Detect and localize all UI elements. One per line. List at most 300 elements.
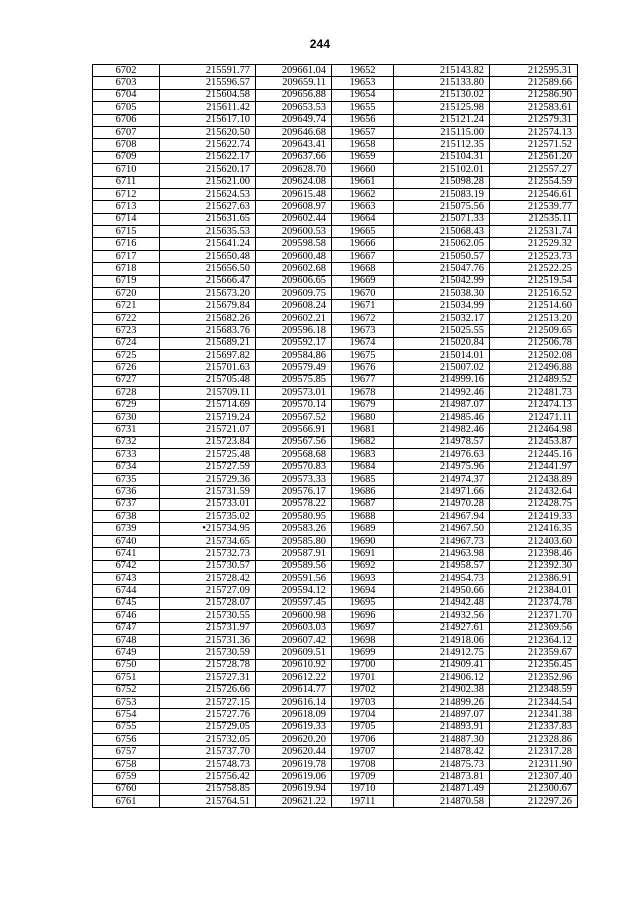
- point-number-cell: 6704: [93, 89, 160, 101]
- x-coordinate-cell: 215729.05: [160, 721, 256, 733]
- y-coordinate-cell: 212337.83: [490, 721, 578, 733]
- y-coordinate-cell: 209616.14: [256, 696, 332, 708]
- point-number-cell: 19666: [332, 238, 394, 250]
- table-row: [93, 238, 578, 250]
- x-coordinate-cell: 215620.17: [160, 164, 256, 176]
- point-number-cell: 19691: [332, 548, 394, 560]
- table-row: [93, 411, 578, 423]
- point-number-cell: 19703: [332, 696, 394, 708]
- y-coordinate-cell: 209608.97: [256, 201, 332, 213]
- y-coordinate-cell: 209580.95: [256, 511, 332, 523]
- y-coordinate-cell: 209602.68: [256, 263, 332, 275]
- x-coordinate-cell: 215130.02: [394, 89, 490, 101]
- point-number-cell: 6729: [93, 399, 160, 411]
- point-number-cell: 19690: [332, 535, 394, 547]
- point-number-cell: 6753: [93, 696, 160, 708]
- x-coordinate-cell: 214987.07: [394, 399, 490, 411]
- y-coordinate-cell: 212297.26: [490, 796, 578, 808]
- x-coordinate-cell: 215731.97: [160, 622, 256, 634]
- point-number-cell: 6737: [93, 498, 160, 510]
- table-row: [93, 164, 578, 176]
- point-number-cell: 19672: [332, 312, 394, 324]
- x-coordinate-cell: 215673.20: [160, 288, 256, 300]
- table-row: [93, 300, 578, 312]
- table-row: [93, 325, 578, 337]
- x-coordinate-cell: 214971.66: [394, 486, 490, 498]
- point-number-cell: 6761: [93, 796, 160, 808]
- table-row: [93, 188, 578, 200]
- table-row: [93, 696, 578, 708]
- x-coordinate-cell: 214942.48: [394, 597, 490, 609]
- x-coordinate-cell: 214927.61: [394, 622, 490, 634]
- y-coordinate-cell: 212561.20: [490, 151, 578, 163]
- x-coordinate-cell: 215666.47: [160, 275, 256, 287]
- x-coordinate-cell: 215591.77: [160, 65, 256, 77]
- point-number-cell: 6721: [93, 300, 160, 312]
- x-coordinate-cell: 215719.24: [160, 411, 256, 423]
- x-coordinate-cell: 215730.55: [160, 610, 256, 622]
- y-coordinate-cell: 212364.12: [490, 634, 578, 646]
- y-coordinate-cell: 212579.31: [490, 114, 578, 126]
- y-coordinate-cell: 212523.73: [490, 250, 578, 262]
- x-coordinate-cell: 214909.41: [394, 659, 490, 671]
- page-number: 244: [309, 37, 331, 51]
- x-coordinate-cell: 215679.84: [160, 300, 256, 312]
- y-coordinate-cell: 212428.75: [490, 498, 578, 510]
- table-row: [93, 349, 578, 361]
- y-coordinate-cell: 209659.11: [256, 77, 332, 89]
- point-number-cell: 6744: [93, 585, 160, 597]
- y-coordinate-cell: 209618.09: [256, 709, 332, 721]
- point-number-cell: 19706: [332, 734, 394, 746]
- table-row: [93, 201, 578, 213]
- x-coordinate-cell: 215617.10: [160, 114, 256, 126]
- point-number-cell: 19668: [332, 263, 394, 275]
- table-row: [93, 213, 578, 225]
- x-coordinate-cell: 215731.59: [160, 486, 256, 498]
- x-coordinate-cell: 215121.24: [394, 114, 490, 126]
- table-row: [93, 312, 578, 324]
- y-coordinate-cell: 212416.35: [490, 523, 578, 535]
- coordinates-table: [92, 64, 578, 808]
- x-coordinate-cell: 215732.73: [160, 548, 256, 560]
- x-coordinate-cell: 215650.48: [160, 250, 256, 262]
- point-number-cell: 19685: [332, 473, 394, 485]
- table-row: [93, 535, 578, 547]
- y-coordinate-cell: 209570.14: [256, 399, 332, 411]
- x-coordinate-cell: 214918.06: [394, 634, 490, 646]
- point-number-cell: 6756: [93, 734, 160, 746]
- coordinates-table-body: [93, 65, 578, 808]
- point-number-cell: 19673: [332, 325, 394, 337]
- x-coordinate-cell: 214902.38: [394, 684, 490, 696]
- point-number-cell: 6757: [93, 746, 160, 758]
- x-coordinate-cell: 214912.75: [394, 647, 490, 659]
- y-coordinate-cell: 209575.85: [256, 374, 332, 386]
- y-coordinate-cell: 209600.53: [256, 226, 332, 238]
- x-coordinate-cell: 214958.57: [394, 560, 490, 572]
- point-number-cell: 19664: [332, 213, 394, 225]
- point-number-cell: 6711: [93, 176, 160, 188]
- x-coordinate-cell: 214985.46: [394, 411, 490, 423]
- y-coordinate-cell: 209620.44: [256, 746, 332, 758]
- y-coordinate-cell: 212513.20: [490, 312, 578, 324]
- x-coordinate-cell: 215020.84: [394, 337, 490, 349]
- x-coordinate-cell: 214975.96: [394, 461, 490, 473]
- table-row: [93, 65, 578, 77]
- y-coordinate-cell: 209637.66: [256, 151, 332, 163]
- y-coordinate-cell: 212471.11: [490, 411, 578, 423]
- point-number-cell: 6728: [93, 387, 160, 399]
- point-number-cell: 19656: [332, 114, 394, 126]
- x-coordinate-cell: 214954.73: [394, 573, 490, 585]
- table-row: [93, 473, 578, 485]
- point-number-cell: 6742: [93, 560, 160, 572]
- y-coordinate-cell: 209589.56: [256, 560, 332, 572]
- point-number-cell: 6730: [93, 411, 160, 423]
- y-coordinate-cell: 209609.51: [256, 647, 332, 659]
- point-number-cell: 19652: [332, 65, 394, 77]
- y-coordinate-cell: 209584.86: [256, 349, 332, 361]
- point-number-cell: 19694: [332, 585, 394, 597]
- y-coordinate-cell: 212371.70: [490, 610, 578, 622]
- table-row: [93, 151, 578, 163]
- x-coordinate-cell: 215596.57: [160, 77, 256, 89]
- x-coordinate-cell: 215068.43: [394, 226, 490, 238]
- point-number-cell: 19700: [332, 659, 394, 671]
- y-coordinate-cell: 212571.52: [490, 139, 578, 151]
- point-number-cell: 19705: [332, 721, 394, 733]
- x-coordinate-cell: 215083.19: [394, 188, 490, 200]
- point-number-cell: 6703: [93, 77, 160, 89]
- table-row: [93, 461, 578, 473]
- x-coordinate-cell: 215050.57: [394, 250, 490, 262]
- x-coordinate-cell: 214887.30: [394, 734, 490, 746]
- x-coordinate-cell: 215725.48: [160, 449, 256, 461]
- y-coordinate-cell: 212311.90: [490, 758, 578, 770]
- point-number-cell: 6706: [93, 114, 160, 126]
- point-number-cell: 19707: [332, 746, 394, 758]
- y-coordinate-cell: 212441.97: [490, 461, 578, 473]
- table-row: [93, 610, 578, 622]
- point-number-cell: 19686: [332, 486, 394, 498]
- point-number-cell: 19684: [332, 461, 394, 473]
- table-row: [93, 399, 578, 411]
- y-coordinate-cell: 209649.74: [256, 114, 332, 126]
- x-coordinate-cell: 214906.12: [394, 672, 490, 684]
- x-coordinate-cell: 215727.76: [160, 709, 256, 721]
- point-number-cell: 6707: [93, 126, 160, 138]
- table-row: [93, 597, 578, 609]
- point-number-cell: 6733: [93, 449, 160, 461]
- point-number-cell: 19679: [332, 399, 394, 411]
- y-coordinate-cell: 212554.59: [490, 176, 578, 188]
- table-row: [93, 560, 578, 572]
- y-coordinate-cell: 209600.48: [256, 250, 332, 262]
- point-number-cell: 19708: [332, 758, 394, 770]
- table-row: [93, 585, 578, 597]
- x-coordinate-cell: 215682.26: [160, 312, 256, 324]
- point-number-cell: 6746: [93, 610, 160, 622]
- table-row: [93, 721, 578, 733]
- y-coordinate-cell: 212438.89: [490, 473, 578, 485]
- point-number-cell: 6735: [93, 473, 160, 485]
- y-coordinate-cell: 212496.88: [490, 362, 578, 374]
- y-coordinate-cell: 212519.54: [490, 275, 578, 287]
- point-number-cell: 6717: [93, 250, 160, 262]
- point-number-cell: 19693: [332, 573, 394, 585]
- point-number-cell: 6708: [93, 139, 160, 151]
- y-coordinate-cell: 209594.12: [256, 585, 332, 597]
- y-coordinate-cell: 212419.33: [490, 511, 578, 523]
- x-coordinate-cell: 215104.31: [394, 151, 490, 163]
- x-coordinate-cell: 215641.24: [160, 238, 256, 250]
- y-coordinate-cell: 209602.21: [256, 312, 332, 324]
- point-number-cell: 19675: [332, 349, 394, 361]
- y-coordinate-cell: 209598.58: [256, 238, 332, 250]
- y-coordinate-cell: 212474.13: [490, 399, 578, 411]
- x-coordinate-cell: 215701.63: [160, 362, 256, 374]
- point-number-cell: 6713: [93, 201, 160, 213]
- point-number-cell: 6754: [93, 709, 160, 721]
- point-number-cell: 6758: [93, 758, 160, 770]
- table-row: [93, 126, 578, 138]
- point-number-cell: 19699: [332, 647, 394, 659]
- y-coordinate-cell: 212344.54: [490, 696, 578, 708]
- table-row: [93, 102, 578, 114]
- y-coordinate-cell: 209587.91: [256, 548, 332, 560]
- y-coordinate-cell: 209610.92: [256, 659, 332, 671]
- table-row: [93, 746, 578, 758]
- table-row: [93, 288, 578, 300]
- point-number-cell: 6739: [93, 523, 160, 535]
- y-coordinate-cell: 212386.91: [490, 573, 578, 585]
- table-row: [93, 424, 578, 436]
- y-coordinate-cell: 209579.49: [256, 362, 332, 374]
- point-number-cell: 19676: [332, 362, 394, 374]
- point-number-cell: 19659: [332, 151, 394, 163]
- table-row: [93, 672, 578, 684]
- table-row: [93, 783, 578, 795]
- point-number-cell: 19678: [332, 387, 394, 399]
- point-number-cell: 6715: [93, 226, 160, 238]
- x-coordinate-cell: 215758.85: [160, 783, 256, 795]
- x-coordinate-cell: 214950.66: [394, 585, 490, 597]
- y-coordinate-cell: 212464.98: [490, 424, 578, 436]
- point-number-cell: 6716: [93, 238, 160, 250]
- y-coordinate-cell: 209621.22: [256, 796, 332, 808]
- x-coordinate-cell: 214967.50: [394, 523, 490, 535]
- y-coordinate-cell: 212341.38: [490, 709, 578, 721]
- y-coordinate-cell: 212300.67: [490, 783, 578, 795]
- x-coordinate-cell: 214970.28: [394, 498, 490, 510]
- y-coordinate-cell: 209578.22: [256, 498, 332, 510]
- table-row: [93, 511, 578, 523]
- table-row: [93, 771, 578, 783]
- y-coordinate-cell: 212317.28: [490, 746, 578, 758]
- x-coordinate-cell: 214932.56: [394, 610, 490, 622]
- x-coordinate-cell: 214967.73: [394, 535, 490, 547]
- x-coordinate-cell: 215737.70: [160, 746, 256, 758]
- point-number-cell: 19696: [332, 610, 394, 622]
- y-coordinate-cell: 209656.88: [256, 89, 332, 101]
- y-coordinate-cell: 212453.87: [490, 436, 578, 448]
- x-coordinate-cell: 215620.50: [160, 126, 256, 138]
- x-coordinate-cell: 215727.31: [160, 672, 256, 684]
- y-coordinate-cell: 212481.73: [490, 387, 578, 399]
- point-number-cell: 6705: [93, 102, 160, 114]
- x-coordinate-cell: 215075.56: [394, 201, 490, 213]
- table-row: [93, 684, 578, 696]
- point-number-cell: 19689: [332, 523, 394, 535]
- table-row: [93, 523, 578, 535]
- point-number-cell: 19658: [332, 139, 394, 151]
- table-row: [93, 548, 578, 560]
- point-number-cell: 19682: [332, 436, 394, 448]
- y-coordinate-cell: 209619.33: [256, 721, 332, 733]
- x-coordinate-cell: 215032.17: [394, 312, 490, 324]
- table-row: [93, 250, 578, 262]
- point-number-cell: 19681: [332, 424, 394, 436]
- table-row: [93, 275, 578, 287]
- point-number-cell: 19653: [332, 77, 394, 89]
- point-number-cell: 19695: [332, 597, 394, 609]
- point-number-cell: 19660: [332, 164, 394, 176]
- point-number-cell: 19711: [332, 796, 394, 808]
- y-coordinate-cell: 212557.27: [490, 164, 578, 176]
- y-coordinate-cell: 212374.78: [490, 597, 578, 609]
- point-number-cell: 19692: [332, 560, 394, 572]
- x-coordinate-cell: 215098.28: [394, 176, 490, 188]
- point-number-cell: 6734: [93, 461, 160, 473]
- x-coordinate-cell: •215734.95: [160, 523, 256, 535]
- table-row: [93, 226, 578, 238]
- point-number-cell: 6752: [93, 684, 160, 696]
- x-coordinate-cell: 215726.66: [160, 684, 256, 696]
- point-number-cell: 19661: [332, 176, 394, 188]
- table-row: [93, 498, 578, 510]
- x-coordinate-cell: 214878.42: [394, 746, 490, 758]
- point-number-cell: 6759: [93, 771, 160, 783]
- y-coordinate-cell: 209612.22: [256, 672, 332, 684]
- x-coordinate-cell: 215764.51: [160, 796, 256, 808]
- point-number-cell: 19674: [332, 337, 394, 349]
- table-row: [93, 486, 578, 498]
- x-coordinate-cell: 214992.46: [394, 387, 490, 399]
- point-number-cell: 19687: [332, 498, 394, 510]
- table-row: [93, 362, 578, 374]
- point-number-cell: 19701: [332, 672, 394, 684]
- point-number-cell: 6727: [93, 374, 160, 386]
- x-coordinate-cell: 215733.01: [160, 498, 256, 510]
- x-coordinate-cell: 215102.01: [394, 164, 490, 176]
- y-coordinate-cell: 212531.74: [490, 226, 578, 238]
- point-number-cell: 6745: [93, 597, 160, 609]
- x-coordinate-cell: 214897.07: [394, 709, 490, 721]
- x-coordinate-cell: 215047.76: [394, 263, 490, 275]
- table-row: [93, 709, 578, 721]
- y-coordinate-cell: 209567.56: [256, 436, 332, 448]
- point-number-cell: 19655: [332, 102, 394, 114]
- point-number-cell: 6731: [93, 424, 160, 436]
- y-coordinate-cell: 209592.17: [256, 337, 332, 349]
- x-coordinate-cell: 215062.05: [394, 238, 490, 250]
- y-coordinate-cell: 212574.13: [490, 126, 578, 138]
- y-coordinate-cell: 212529.32: [490, 238, 578, 250]
- table-row: [93, 758, 578, 770]
- x-coordinate-cell: 215042.99: [394, 275, 490, 287]
- y-coordinate-cell: 212502.08: [490, 349, 578, 361]
- x-coordinate-cell: 215025.55: [394, 325, 490, 337]
- x-coordinate-cell: 215730.59: [160, 647, 256, 659]
- x-coordinate-cell: 215735.02: [160, 511, 256, 523]
- x-coordinate-cell: 214976.63: [394, 449, 490, 461]
- y-coordinate-cell: 209568.68: [256, 449, 332, 461]
- y-coordinate-cell: 209608.24: [256, 300, 332, 312]
- y-coordinate-cell: 212509.65: [490, 325, 578, 337]
- x-coordinate-cell: 215729.36: [160, 473, 256, 485]
- x-coordinate-cell: 215748.73: [160, 758, 256, 770]
- y-coordinate-cell: 209653.53: [256, 102, 332, 114]
- x-coordinate-cell: 215727.15: [160, 696, 256, 708]
- x-coordinate-cell: 214974.37: [394, 473, 490, 485]
- y-coordinate-cell: 212583.61: [490, 102, 578, 114]
- y-coordinate-cell: 212586.90: [490, 89, 578, 101]
- point-number-cell: 6741: [93, 548, 160, 560]
- x-coordinate-cell: 214982.46: [394, 424, 490, 436]
- x-coordinate-cell: 215721.07: [160, 424, 256, 436]
- point-number-cell: 6760: [93, 783, 160, 795]
- point-number-cell: 19688: [332, 511, 394, 523]
- y-coordinate-cell: 209596.18: [256, 325, 332, 337]
- table-row: [93, 573, 578, 585]
- x-coordinate-cell: 215621.00: [160, 176, 256, 188]
- point-number-cell: 6720: [93, 288, 160, 300]
- x-coordinate-cell: 215143.82: [394, 65, 490, 77]
- point-number-cell: 19671: [332, 300, 394, 312]
- table-row: [93, 387, 578, 399]
- x-coordinate-cell: 215728.42: [160, 573, 256, 585]
- point-number-cell: 19680: [332, 411, 394, 423]
- table-row: [93, 77, 578, 89]
- table-row: [93, 436, 578, 448]
- y-coordinate-cell: 212595.31: [490, 65, 578, 77]
- x-coordinate-cell: 214893.91: [394, 721, 490, 733]
- y-coordinate-cell: 209602.44: [256, 213, 332, 225]
- x-coordinate-cell: 215727.09: [160, 585, 256, 597]
- point-number-cell: 19698: [332, 634, 394, 646]
- x-coordinate-cell: 215683.76: [160, 325, 256, 337]
- x-coordinate-cell: 215034.99: [394, 300, 490, 312]
- x-coordinate-cell: 214963.98: [394, 548, 490, 560]
- y-coordinate-cell: 209597.45: [256, 597, 332, 609]
- point-number-cell: 19663: [332, 201, 394, 213]
- x-coordinate-cell: 215689.21: [160, 337, 256, 349]
- x-coordinate-cell: 215756.42: [160, 771, 256, 783]
- point-number-cell: 6748: [93, 634, 160, 646]
- y-coordinate-cell: 209603.03: [256, 622, 332, 634]
- x-coordinate-cell: 215728.07: [160, 597, 256, 609]
- y-coordinate-cell: 209606.65: [256, 275, 332, 287]
- y-coordinate-cell: 212506.78: [490, 337, 578, 349]
- y-coordinate-cell: 212352.96: [490, 672, 578, 684]
- y-coordinate-cell: 209646.68: [256, 126, 332, 138]
- table-row: [93, 659, 578, 671]
- y-coordinate-cell: 212348.59: [490, 684, 578, 696]
- point-number-cell: 6719: [93, 275, 160, 287]
- point-number-cell: 6747: [93, 622, 160, 634]
- point-number-cell: 19662: [332, 188, 394, 200]
